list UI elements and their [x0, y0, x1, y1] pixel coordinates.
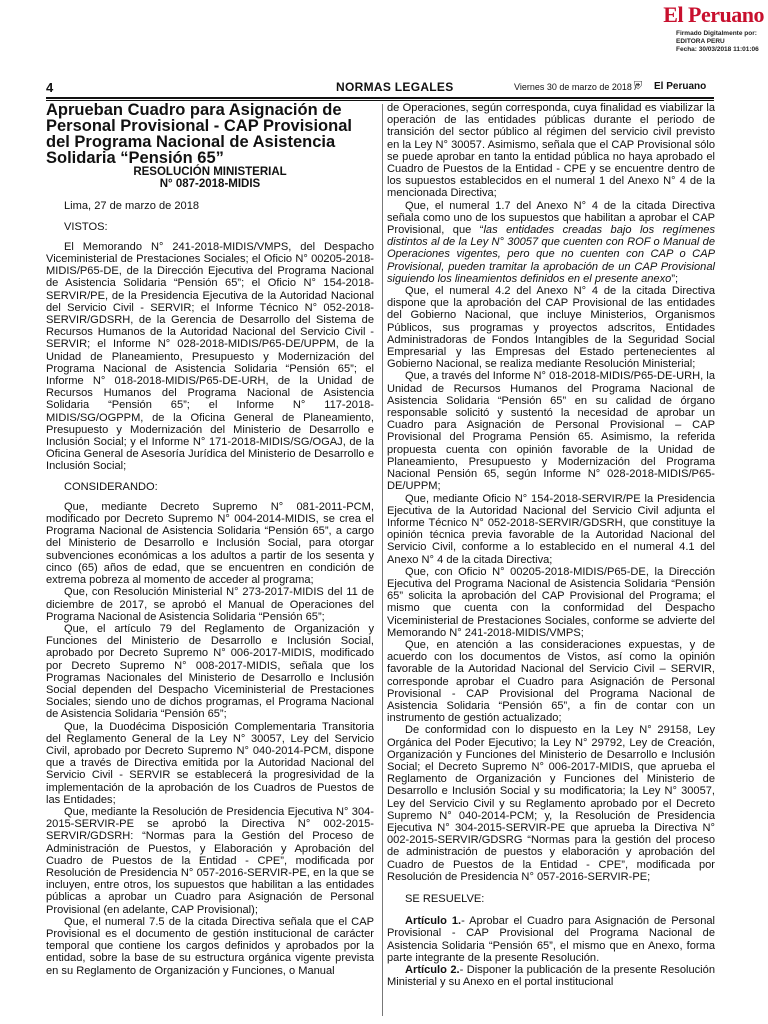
considerando-heading: CONSIDERANDO:	[64, 480, 158, 493]
paragraph: Que, en atención a las consideraciones expuestas, y de acuerdo con los documentos de Vistos, así como la opinión favorable de la Autoridad Nacional del Servicio Civil – SERVIR, corresponde aprobar el Cuadro para Asignación de Personal Provisional - CAP Provisional del Programa Nacional de Asistencia Solidaria “Pensión 65”, a fin de contar con un instrumento de gestión actualizado;	[387, 638, 715, 725]
paragraph: de Operaciones, según corresponda, cuya finalidad es viabilizar la operación de las entidades públicas durante el periodo de transición del sector público al régimen del servicio civil previsto en la Ley N° 30057. Asimismo, señala que el CAP Provisional sólo se puede aprobar en tanto la entidad pública no haya aprobado el Cuadro de Puestos de la Entidad - CPE y se encuentre dentro de los supuestos establecidos en el numeral 1 del Anexo N° 4 de la mencionada Directiva;	[387, 102, 715, 200]
vistos-heading: VISTOS:	[64, 220, 108, 233]
masthead	[640, 2, 764, 28]
article-2: Artículo 2.- Disponer la publicación de la presente Resolución Ministerial y su Anexo en el portal institucional	[387, 964, 715, 989]
quoted-italic: las entidades creadas bajo los regímenes distintos al de la Ley N° 30057 que cuenten con ROF o Manual de Operaciones vigentes, pero que no cuenten con CAP o CAP Provisional, pueden tramitar la aprobación de un CAP Provisional siguiendo los lineamientos definidos en el presente anexo	[387, 224, 715, 285]
se-resuelve-heading: SE RESUELVE:	[405, 893, 485, 905]
paragraph: Que, mediante Oficio N° 154-2018-SERVIR/PE la Presidencia Ejecutiva de la Autoridad Nacional del Servicio Civil adjunta el Informe Técnico N° 052-2018-SERVIR/GDSRH, que constituye la opinión técnica previa favorable de la Autoridad Nacional del Servicio Civil, conforme a lo establecido en el numeral 4.1 del Anexo N° 4 de la citada Directiva;	[387, 492, 715, 566]
page-header	[46, 80, 714, 96]
publication-name: El Peruano	[654, 81, 707, 92]
paragraph: Que, el numeral 4.2 del Anexo N° 4 de la citada Directiva dispone que la aprobación del CAP Provisional de las entidades del Gobierno Nacional, que incluye Ministerios, Organismos Públicos, sus programas y proyectos adscritos, Entidades Administradoras de Fondos Intangibles de la Seguridad Social Empresarial y las Empresas del Estado pertenecientes al Gobierno Nacional, se realiza mediante Resolución Ministerial;	[387, 285, 715, 371]
paragraph: Que, la Duodécima Disposición Complementaria Transitoria del Reglamento General de la Ley N° 30057, Ley del Servicio Civil, aprobado por Decreto Supremo N° 040-2014-PCM, dispone que a través de Directiva emitida por la Autoridad Nacional del Servicio Civil - SERVIR se establecerá la progresividad de la implementación de la aprobación de los Cuadros de Puestos de las Entidades;	[46, 720, 374, 806]
paragraph: Que, mediante la Resolución de Presidencia Ejecutiva N° 304-2015-SERVIR-PE se aprobó la Directiva N° 002-2015-SERVIR/GDSRH: “Normas para la Gestión del Proceso de Administración de Puestos, y Elaboración y Aprobación del Cuadro de Puestos de la Entidad - CPE”, modificada por Resolución de Presidencia N° 057-2016-SERVIR-PE, en la que se incluyen, entre otros, los supuestos que habilitan a las entidades públicas a aprobar un Cuadro para Asignación de Personal Provisional (en adelante, CAP Provisional);	[46, 805, 374, 916]
paragraph: Que, mediante Decreto Supremo N° 081-2011-PCM, modificado por Decreto Supremo N° 004-2014-MIDIS, se crea el Programa Nacional de Asistencia Solidaria “Pensión 65”, a cargo del Ministerio de Desarrollo e Inclusión Social, para otorgar subvenciones económicas a los adultos a partir de los sesenta y cinco (65) años de edad, que se encuentren en condición de extrema pobreza al momento de acceder al programa;	[46, 500, 374, 587]
page-number: 4	[46, 80, 54, 95]
el-peruano-logo: El Peruano	[663, 2, 764, 27]
place-date: Lima, 27 de marzo de 2018	[64, 200, 200, 213]
paragraph: De conformidad con lo dispuesto en la Ley N° 29158, Ley Orgánica del Poder Ejecutivo; la Ley N° 29792, Ley de Creación, Organización y Funciones del Ministerio de Desarrollo e Inclusión Social; el Decreto Supremo N° 006-2017-MIDIS, que aprueba el Reglamento de Organización y Funciones del Ministerio de Desarrollo e Inclusión Social y su modificatoria; la Ley N° 30057, Ley del Servicio Civil y su Reglamento aprobado por el Decreto Supremo N° 040-2014-PCM; y, la Resolución de Presidencia Ejecutiva N° 304-2015-SERVIR-PE que aprueba la Directiva N° 002-2015-SERVIR/GDSRG “Normas para la gestión del proceso de administración de puestos y elaboración y aprobación del Cuadro de Puestos de la Entidad - CPE”, modificada por Resolución de Presidencia N° 057-2016-SERVIR-PE;	[387, 724, 715, 883]
section-title: NORMAS LEGALES	[336, 80, 454, 94]
digital-signature	[676, 30, 766, 54]
vistos-text: El Memorando N° 241-2018-MIDIS/VMPS, del Despacho Viceministerial de Prestaciones Sociales; el Oficio N° 00205-2018-MIDIS/P65-DE, de la Dirección Ejecutiva del Programa Nacional de Asistencia Solidaria “Pensión 65”; el Oficio N° 154-2018-SERVIR/PE, de la Presidencia Ejecutiva de la Autoridad Nacional del Servicio Civil - SERVIR; el Informe Técnico N° 052-2018-SERVIR/GDSRH, de la Gerencia de Desarrollo del Sistema de Recursos Humanos de la Autoridad Nacional del Servicio Civil - SERVIR; el Informe N° 028-2018-MIDIS/P65-DE/UPPM, de la Unidad de Planeamiento, Presupuesto y Modernización del Programa Nacional de Asistencia Solidaria “Pensión 65”; el Informe N° 018-2018-MIDIS/P65-DE-URH, de la Unidad de Recursos Humanos del Programa Nacional de Asistencia Solidaria “Pensión 65”; el Informe N° 117-2018-MIDIS/SG/OGPPM, de la Oficina General de Planeamiento, Presupuesto y Modernización del Ministerio de Desarrollo e Inclusión Social; y el Informe N° 171-2018-MIDIS/SG/OGAJ, de la Oficina General de Asesoría Jurídica del Ministerio de Desarrollo e Inclusión Social;	[46, 240, 374, 473]
paragraph: Que, a través del Informe N° 018-2018-MIDIS/P65-DE-URH, la Unidad de Recursos Humanos del Programa Nacional de Asistencia Solidaria “Pensión 65” en su calidad de órgano responsable solicitó y sustentó la necesidad de aprobar un Cuadro para Asignación de Personal Provisional – CAP Provisional del Programa Pensión 65. Asimismo, la referida propuesta cuenta con opinión favorable de la Unidad de Planeamiento, Presupuesto y Modernización del Programa Nacional Pensión 65, según Informe N° 028-2018-MIDIS/P65-DE/UPPM;	[387, 370, 715, 493]
issue-date: Viernes 30 de marzo de 2018 /	[514, 82, 637, 92]
paragraph: Que, el numeral 7.5 de la citada Directiva señala que el CAP Provisional es el documento de gestión institucional de carácter temporal que contiene los cargos definidos y aprobados por la entidad, sobre la base de su estructura orgánica vigente prevista en su Reglamento de Organización y Funciones, o Manual	[46, 915, 374, 977]
column-divider	[382, 104, 383, 1016]
coat-of-arms-icon: ⛨	[634, 80, 643, 92]
signature-line: Fecha: 30/03/2018 11:01:06	[676, 46, 759, 53]
paragraph: Que, con Oficio N° 00205-2018-MIDIS/P65-DE, la Dirección Ejecutiva del Programa Nacional de Asistencia Solidaria “Pensión 65” solicita la aprobación del CAP Provisional del Programa; el mismo que cuenta con la conformidad del Despacho Viceministerial de Prestaciones Sociales, conforme se advierte del Memorando N° 241-2018-MIDIS/VMPS;	[387, 565, 715, 639]
paragraph: Que, el artículo 79 del Reglamento de Organización y Funciones del Ministerio de Desarrollo e Inclusión Social, aprobado por Decreto Supremo N° 006-2017-MIDIS, modificado por Decreto Supremo N° 008-2017-MIDIS, señala que los Programas Nacionales del Ministerio de Desarrollo e Inclusión Social dependen del Despacho Viceministerial de Prestaciones Sociales; siendo uno de dichos programas, el Programa Nacional de Asistencia Solidaria “Pensión 65”;	[46, 622, 374, 721]
article-1: Artículo 1.- Aprobar el Cuadro para Asignación de Personal Provisional - CAP Provisional del Programa Nacional de Asistencia Solidaria “Pensión 65”, el mismo que en Anexo, forma parte integrante de la presente Resolución.	[387, 915, 715, 964]
resolution-heading: RESOLUCIÓN MINISTERIAL	[133, 166, 287, 178]
header-rule	[46, 97, 714, 99]
signature-line: EDITORA PERU	[676, 38, 725, 45]
right-column	[387, 102, 715, 988]
left-column	[46, 102, 374, 977]
resolution-number: N° 087-2018-MIDIS	[159, 178, 261, 191]
paragraph: Que, con Resolución Ministerial N° 273-2017-MIDIS del 11 de diciembre de 2017, se aprobó el Manual de Operaciones del Programa Nacional de Asistencia Solidaria “Pensión 65”;	[46, 586, 374, 623]
paragraph-with-quote: Que, el numeral 1.7 del Anexo N° 4 de la citada Directiva señala como uno de los supuestos que habilitan a aprobar el CAP Provisional, que “las entidades creadas bajo los regímenes distintos al de la Ley N° 30057 que cuenten con ROF o Manual de Operaciones vigentes, pero que no cuenten con CAP o CAP Provisional, pueden tramitar la aprobación de un CAP Provisional siguiendo los lineamientos definidos en el presente anexo”;	[387, 199, 715, 285]
article-title: Aprueban Cuadro para Asignación de Personal Provisional - CAP Provisional del Programa Nacional de Asistencia Solidaria “Pensión 65”	[46, 101, 352, 167]
signature-line: Firmado Digitalmente por:	[676, 30, 757, 37]
